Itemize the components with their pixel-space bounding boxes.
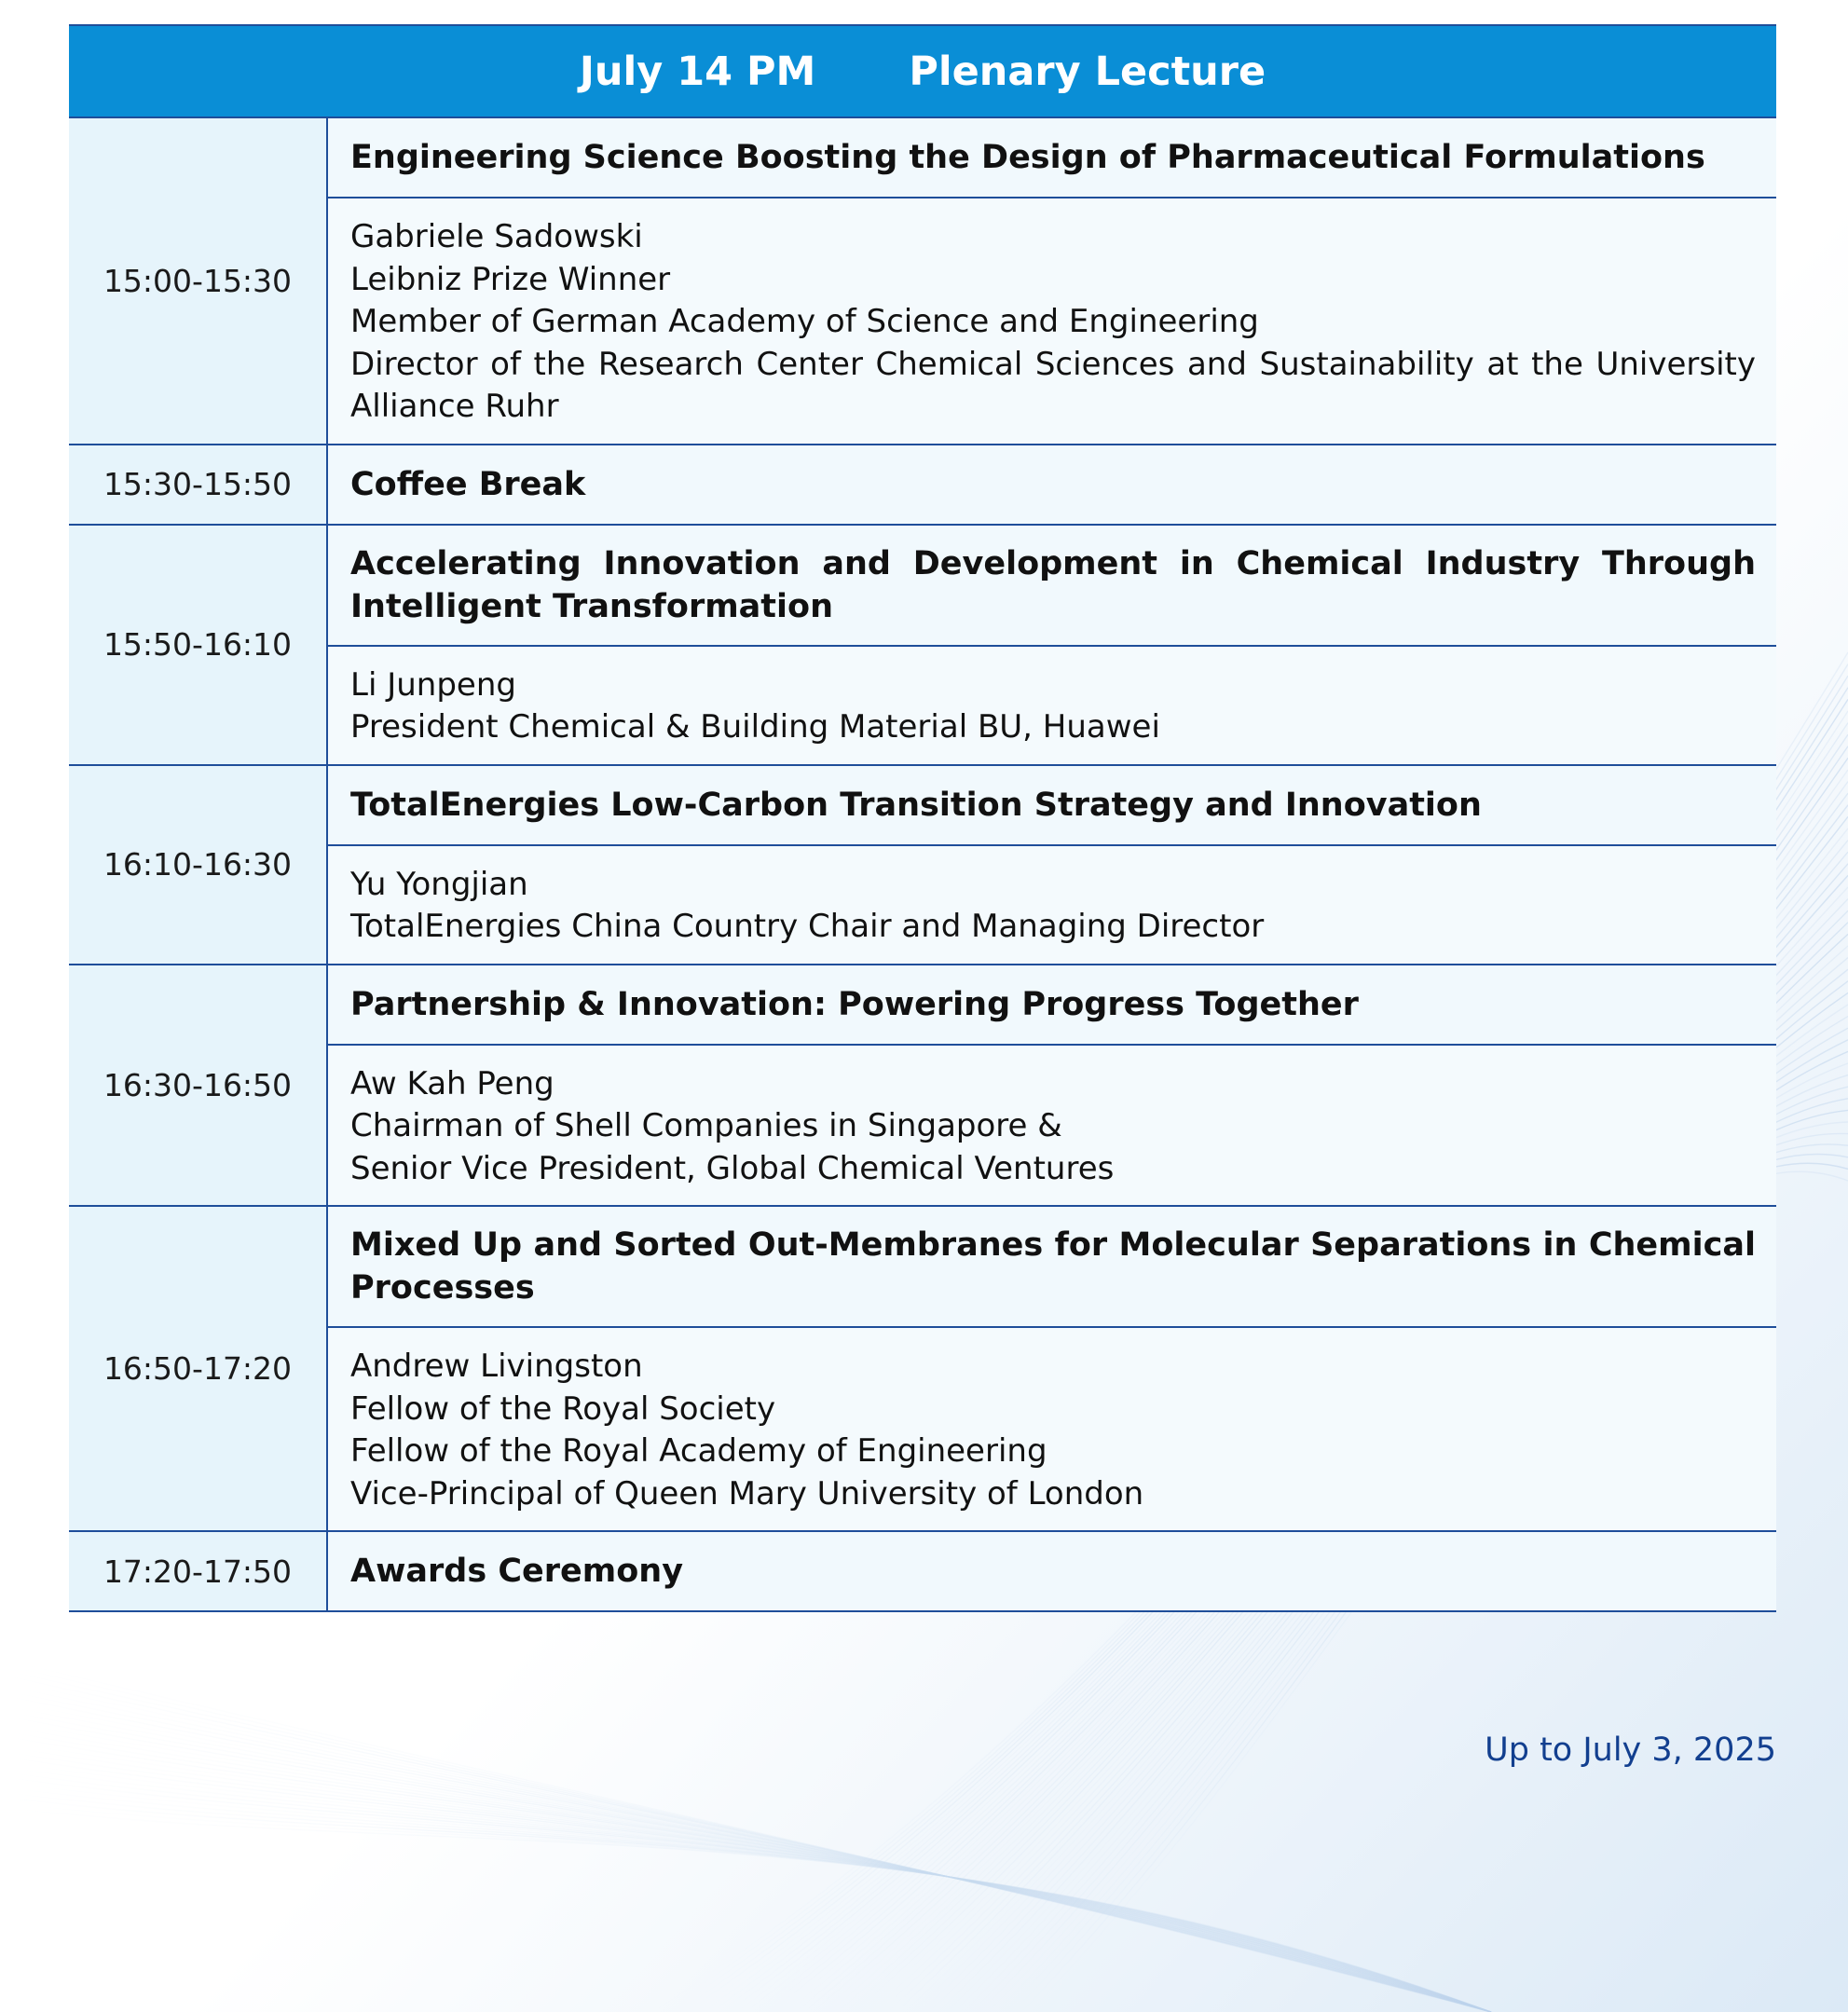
session-content — [328, 965, 1776, 1206]
session-row — [69, 965, 1776, 1208]
speaker-affiliation: Chairman of Shell Companies in Singapore & — [350, 1107, 1062, 1144]
speaker-affiliation: Leibniz Prize Winner — [350, 260, 671, 298]
session-row — [69, 1532, 1776, 1610]
session-content — [328, 766, 1776, 964]
speaker-affiliation: Senior Vice President, Global Chemical Ventures — [350, 1149, 1115, 1187]
speaker-affiliation: TotalEnergies China Country Chair and Managing Director — [350, 908, 1265, 945]
speaker-name: Andrew Livingston — [350, 1348, 643, 1385]
session-row — [69, 526, 1776, 766]
session-row — [69, 118, 1776, 445]
schedule-header — [69, 26, 1776, 118]
session-time: 15:50-16:10 — [69, 526, 328, 764]
speaker-affiliation: Alliance Ruhr — [350, 388, 559, 425]
session-title: Coffee Break — [328, 445, 1776, 524]
speaker-name: Aw Kah Peng — [350, 1064, 554, 1102]
schedule-table — [69, 24, 1776, 1612]
session-title: Accelerating Innovation and Development in Chemical Industry Through Intelligent Transformation — [328, 526, 1776, 645]
speaker-affiliation: President Chemical & Building Material BU, Huawei — [350, 708, 1160, 746]
update-date: Up to July 3, 2025 — [1485, 1731, 1776, 1769]
speaker-name: Yu Yongjian — [350, 865, 528, 903]
session-time: 16:50-17:20 — [69, 1207, 328, 1530]
speaker-affiliation: Fellow of the Royal Academy of Engineering — [350, 1432, 1047, 1470]
session-time: 16:10-16:30 — [69, 766, 328, 964]
session-content — [328, 1207, 1776, 1530]
session-row — [69, 445, 1776, 526]
speaker-info — [328, 197, 1776, 444]
session-title: Partnership & Innovation: Powering Progress Together — [328, 965, 1776, 1044]
session-title: Engineering Science Boosting the Design of Pharmaceutical Formulations — [328, 118, 1776, 197]
session-content — [328, 526, 1776, 764]
session-time: 16:30-16:50 — [69, 965, 328, 1206]
speaker-info — [328, 645, 1776, 764]
session-content — [328, 1532, 1776, 1610]
speaker-affiliation: Member of German Academy of Science and Engineering — [350, 303, 1259, 340]
speaker-info — [328, 1044, 1776, 1206]
speaker-affiliation: Fellow of the Royal Society — [350, 1389, 776, 1428]
speaker-info — [328, 844, 1776, 964]
session-content — [328, 445, 1776, 524]
speaker-affiliation: Director of the Research Center Chemical Sciences and Sustainability at the University — [350, 345, 1756, 383]
session-title: TotalEnergies Low-Carbon Transition Strategy and Innovation — [328, 766, 1776, 844]
session-title: Awards Ceremony — [328, 1532, 1776, 1610]
speaker-name: Li Junpeng — [350, 665, 516, 704]
session-time: 15:00-15:30 — [69, 118, 328, 444]
speaker-info — [328, 1326, 1776, 1530]
session-title: Mixed Up and Sorted Out-Membranes for Molecular Separations in Chemical Processes — [328, 1207, 1776, 1326]
session-time: 15:30-15:50 — [69, 445, 328, 524]
session-row — [69, 766, 1776, 965]
session-time: 17:20-17:50 — [69, 1532, 328, 1610]
session-content — [328, 118, 1776, 444]
header-date: July 14 PM — [579, 48, 816, 95]
speaker-affiliation: Vice-Principal of Queen Mary University of London — [350, 1474, 1144, 1512]
session-row — [69, 1207, 1776, 1532]
speaker-name: Gabriele Sadowski — [350, 218, 643, 255]
header-title: Plenary Lecture — [909, 48, 1266, 95]
